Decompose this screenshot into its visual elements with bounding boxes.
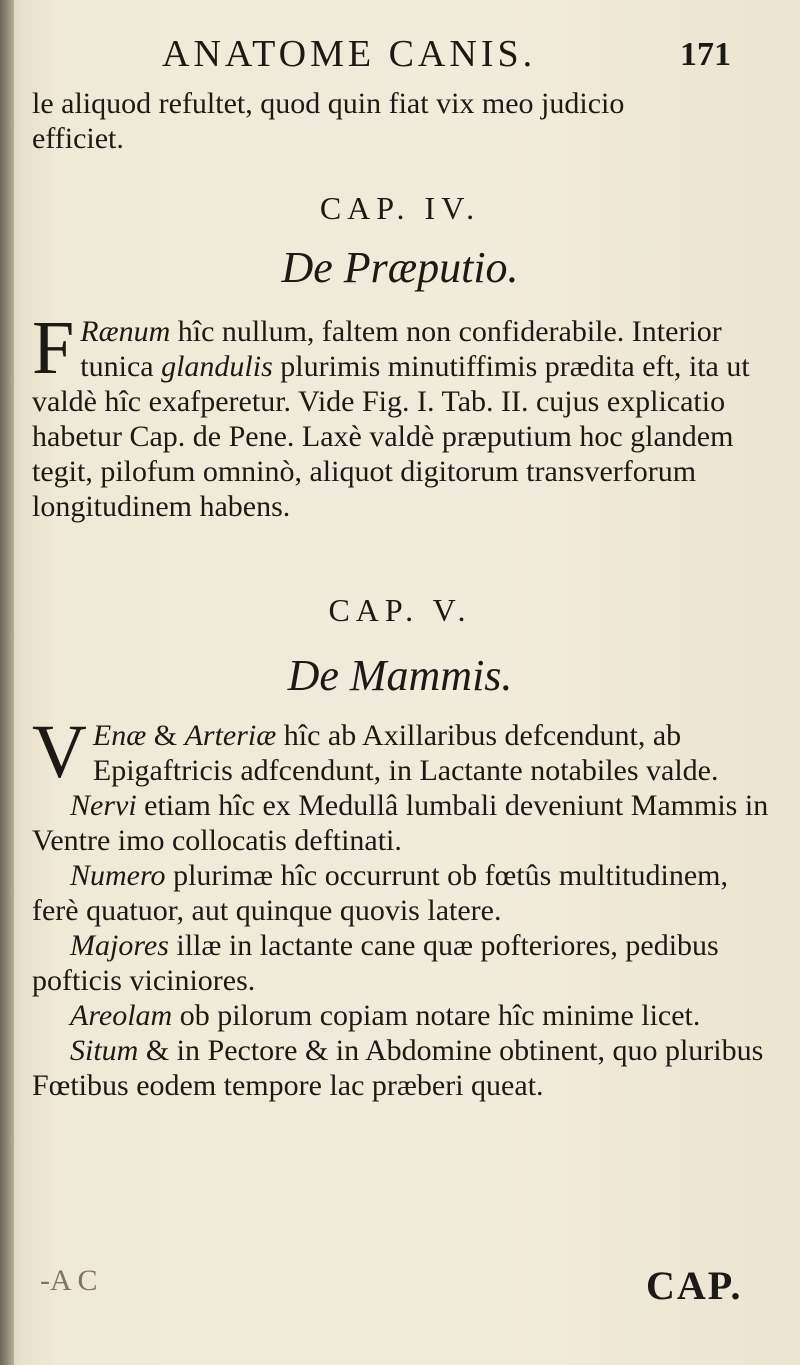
chapter-5-paragraph-1 bbox=[32, 710, 772, 794]
paragraph-text: plurimæ hîc occurrunt ob fœtûs multitudinem, ferè quatuor, aut quinque quovis latere. bbox=[32, 859, 728, 927]
chapter-5-paragraph-2 bbox=[32, 788, 772, 858]
chapter-5-label: CAP. V. bbox=[328, 592, 472, 628]
term-majores: Majores bbox=[70, 929, 169, 962]
chapter-5-body bbox=[32, 710, 772, 1103]
chapter-4-paragraph bbox=[32, 306, 772, 524]
term-nervi: Nervi bbox=[70, 789, 137, 822]
show-through-mark: -A C bbox=[40, 1264, 98, 1297]
page-header bbox=[0, 32, 800, 82]
term-situm: Situm bbox=[70, 1034, 139, 1067]
chapter-5-title: De Mammis. bbox=[287, 651, 513, 700]
dropcap-v: V bbox=[32, 710, 87, 794]
chapter-4-body bbox=[32, 306, 772, 524]
opening-line-2: efficiet. bbox=[32, 122, 124, 155]
dropcap-f: F bbox=[32, 306, 75, 390]
paragraph-text: ob pilorum copiam notare hîc minime licet. bbox=[172, 999, 701, 1032]
running-title: ANATOME CANIS. bbox=[162, 33, 537, 75]
chapter-5-paragraph-5 bbox=[32, 998, 772, 1033]
page-number: 171 bbox=[680, 36, 731, 73]
paragraph-text: etiam hîc ex Medullâ lumbali deveniunt Mammis in Ventre imo collocatis deftinati. bbox=[32, 789, 769, 857]
paragraph-text: hîc ab Axillaribus defcendunt, ab Epigaftricis adfcendunt, in Lactante notabiles valde. bbox=[92, 719, 719, 787]
term-venae: Enæ bbox=[92, 719, 147, 752]
chapter-5-paragraph-3 bbox=[32, 858, 772, 928]
paragraph-text: & in Pectore & in Abdomine obtinent, quo pluribus Fœtibus eodem tempore lac præberi queat. bbox=[32, 1034, 764, 1102]
opening-text bbox=[32, 86, 772, 156]
term-glandulis: glandulis bbox=[161, 350, 273, 383]
paragraph-text: hîc nullum, faltem non confiderabile. Interior tunica bbox=[80, 315, 722, 383]
opening-line-1: le aliquod refultet, quod quin fiat vix meo judicio bbox=[32, 87, 625, 120]
chapter-5-paragraph-6 bbox=[32, 1033, 772, 1103]
term-numero: Numero bbox=[70, 859, 166, 892]
paragraph-text: plurimis minutiffimis prædita eft, ita ut valdè hîc exafperetur. Vide Fig. I. Tab. II. cujus explicatio habetur Cap. de Pene. Laxè valdè præputium hoc glandem tegit, pilofum omninò, aliquot digitorum transverforum longitudinem habens. bbox=[32, 350, 750, 523]
term-raenum: Rænum bbox=[80, 315, 171, 348]
catchword: CAP. bbox=[646, 1263, 743, 1308]
term-arteriae: Arteriæ bbox=[184, 719, 277, 752]
chapter-5-paragraph-4 bbox=[32, 928, 772, 998]
chapter-4-label: CAP. IV. bbox=[319, 190, 481, 226]
paragraph-text: & bbox=[146, 719, 185, 752]
term-areolam: Areolam bbox=[70, 999, 173, 1032]
paragraph-text: illæ in lactante cane quæ pofteriores, pedibus pofticis viciniores. bbox=[32, 929, 719, 997]
chapter-4-title: De Præputio. bbox=[281, 243, 519, 292]
